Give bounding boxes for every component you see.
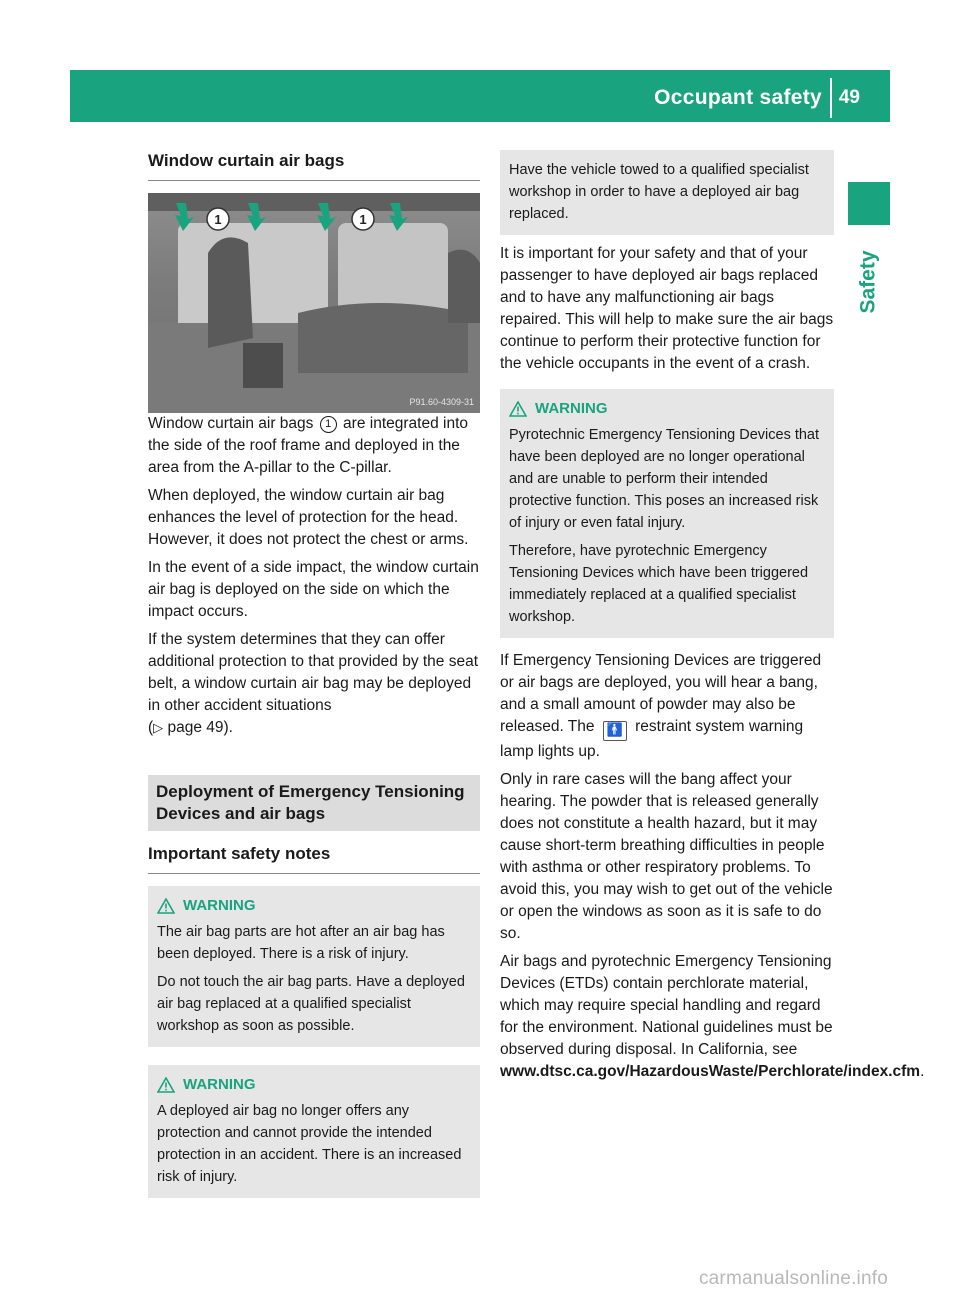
caption-text-after: are integrated into the side of the roof frame and deployed in the area from the A-pillar to the C-pillar. bbox=[148, 415, 468, 476]
warning-title: WARNING bbox=[183, 897, 256, 914]
paragraph-bang-powder bbox=[500, 650, 834, 763]
warning-text: Pyrotechnic Emergency Tensioning Devices that have been deployed are no longer operational and are unable to perform their intended protective function. This poses an increased risk of injury or even fatal injury. bbox=[509, 427, 820, 531]
left-column bbox=[148, 150, 480, 1198]
paragraph-text: If Emergency Tensioning Devices are triggered or air bags are deployed, you will hear a bang, and a small amount of powder may also be released. The bbox=[500, 652, 822, 735]
caption-text-before: Window curtain air bags bbox=[148, 415, 314, 432]
warning-triangle-icon bbox=[157, 1077, 175, 1093]
page-reference-link[interactable]: page 49). bbox=[167, 719, 233, 736]
watermark: carmanualsonline.info bbox=[698, 1268, 888, 1289]
subheading-important-safety-notes: Important safety notes bbox=[148, 843, 480, 874]
paragraph-perchlorate bbox=[500, 951, 925, 1083]
paragraph-text: Air bags and pyrotechnic Emergency Tensioning Devices (ETDs) contain perchlorate material, which may require special handling and regard for the environment. National guidelines must be observed during disposal. In California, see bbox=[500, 953, 833, 1058]
warning-title: WARNING bbox=[183, 1076, 256, 1093]
section-title-window-curtain: Window curtain air bags bbox=[148, 150, 480, 181]
warning-header bbox=[157, 1074, 471, 1096]
figure-code: P91.60-4309-31 bbox=[409, 397, 474, 407]
svg-text:1: 1 bbox=[214, 212, 222, 227]
warning-text: Therefore, have pyrotechnic Emergency Tensioning Devices which have been triggered immediately replaced at a qualified specialist workshop. bbox=[509, 543, 809, 625]
front-seat-headrest bbox=[208, 237, 253, 348]
right-column bbox=[500, 150, 925, 1089]
restraint-warning-lamp-icon: 🚹 bbox=[603, 721, 627, 741]
page-number: 49 bbox=[838, 87, 860, 108]
svg-text:1: 1 bbox=[359, 212, 367, 227]
warning-box-etd bbox=[500, 389, 834, 638]
side-tab-label bbox=[851, 232, 887, 332]
figure-caption bbox=[148, 413, 480, 479]
paragraph-text: restraint system warning lamp lights up. bbox=[500, 718, 804, 760]
period: . bbox=[920, 1063, 925, 1080]
section-heading-deployment: Deployment of Emergency Tensioning Devices and air bags bbox=[148, 775, 480, 831]
paragraph-replace-airbags: It is important for your safety and that of your passenger to have deployed air bags replaced and to have any malfunctioning air bags repaired. This will help to make sure the air bags continue to perform their protective function for the vehicle occupants in the event of a crash. bbox=[500, 245, 834, 372]
warning-box-no-protection bbox=[148, 1065, 480, 1198]
warning-triangle-icon bbox=[509, 401, 527, 417]
window-curtain-airbag-figure bbox=[148, 193, 480, 413]
paragraph-other-situations-text: If the system determines that they can offer additional protection to that provided by the seat belt, a window curtain air bag may be deployed in other accident situations bbox=[148, 631, 479, 714]
ref-open-paren: ( bbox=[148, 719, 154, 736]
paragraph-other-situations bbox=[148, 629, 480, 739]
warning-header bbox=[157, 895, 471, 917]
header-divider bbox=[830, 78, 832, 118]
warning-triangle-icon bbox=[157, 898, 175, 914]
warning-header bbox=[509, 398, 825, 420]
rear-seat bbox=[298, 303, 468, 373]
paragraph-head-protection: When deployed, the window curtain air bag enhances the level of protection for the head. However, it does not protect the chest or arms. bbox=[148, 487, 469, 548]
paragraph-side-impact: In the event of a side impact, the window curtain air bag is deployed on the side on which the impact occurs. bbox=[148, 559, 479, 620]
warning-text: The air bag parts are hot after an air bag has been deployed. There is a risk of injury. bbox=[157, 924, 445, 962]
header-title: Occupant safety bbox=[654, 86, 822, 109]
note-text: Have the vehicle towed to a qualified specialist workshop in order to have a deployed air bag replaced. bbox=[509, 162, 809, 222]
callout-symbol: 1 bbox=[320, 416, 337, 433]
callout-1-right bbox=[352, 208, 374, 230]
vehicle-interior-illustration bbox=[148, 193, 480, 413]
note-box-towing bbox=[500, 150, 834, 235]
header-bar bbox=[70, 70, 890, 122]
roof-frame bbox=[148, 193, 480, 211]
paragraph-hearing: Only in rare cases will the bang affect your hearing. The powder that is released generally does not constitute a health hazard, but it may cause short-term breathing difficulties in people with asthma or other respiratory problems. To avoid this, you may wish to get out of the vehicle or open the windows as soon as it is safe to do so. bbox=[500, 771, 833, 942]
side-tab-marker bbox=[848, 182, 890, 225]
callout-1-left bbox=[207, 208, 229, 230]
warning-box-hot-parts bbox=[148, 886, 480, 1047]
dtsc-link[interactable]: www.dtsc.ca.gov/HazardousWaste/Perchlorate/index.cfm bbox=[500, 1063, 921, 1080]
warning-text: A deployed air bag no longer offers any protection and cannot provide the intended protection in an accident. There is an increased risk of injury. bbox=[157, 1103, 462, 1185]
center-console bbox=[243, 343, 283, 388]
rear-headrest bbox=[448, 250, 480, 323]
warning-text: Do not touch the air bag parts. Have a deployed air bag replaced at a qualified specialist workshop as soon as possible. bbox=[157, 974, 465, 1034]
warning-title: WARNING bbox=[535, 400, 608, 417]
side-tab-text: Safety bbox=[857, 250, 880, 314]
page-ref-arrow-icon: ▷ bbox=[153, 720, 164, 735]
